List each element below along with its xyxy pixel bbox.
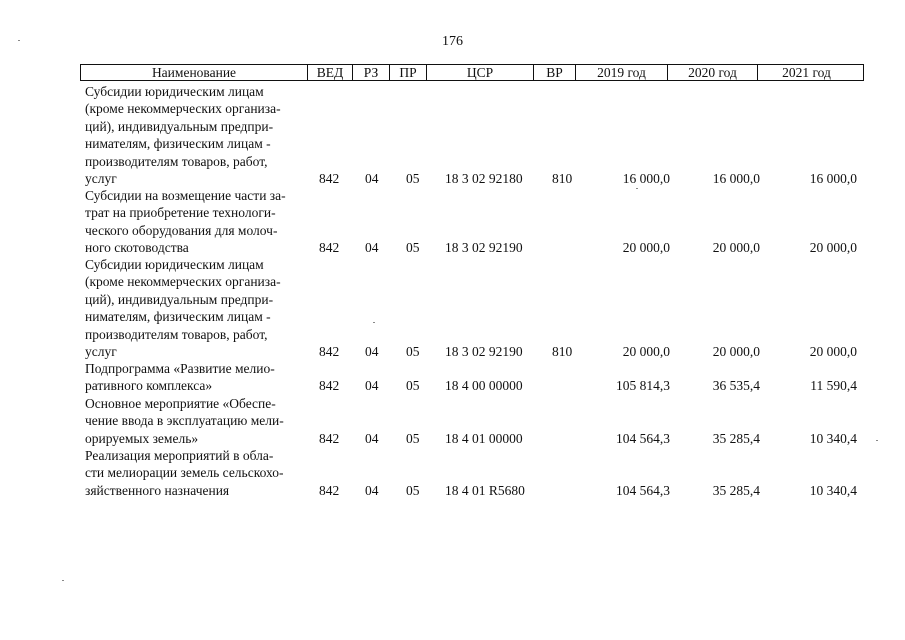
row-2020: 20 000,0 [712, 240, 760, 255]
row-ved: 842 [319, 344, 340, 359]
header-vr: ВР [534, 65, 576, 80]
page-number: 176 [442, 34, 463, 49]
row-pr: 05 [406, 171, 420, 186]
table-header [80, 64, 864, 81]
row-2020: 35 285,4 [712, 483, 760, 498]
row-ved: 842 [319, 240, 340, 255]
row-2019: 105 814,3 [616, 378, 670, 393]
header-2019: 2019 год [576, 65, 668, 80]
header-ved: ВЕД [308, 65, 353, 80]
row-2019: 16 000,0 [622, 171, 670, 186]
row-csr: 18 4 00 00000 [445, 378, 523, 393]
header-csr: ЦСР [427, 65, 534, 80]
row-2019: 20 000,0 [622, 240, 670, 255]
row-2019: 104 564,3 [616, 483, 670, 498]
row-2020: 36 535,4 [712, 378, 760, 393]
row-pr: 05 [406, 240, 420, 255]
row-pr: 05 [406, 344, 420, 359]
header-name: Наименование [81, 65, 308, 80]
header-2021: 2021 год [782, 65, 831, 80]
row-ved: 842 [319, 171, 340, 186]
row-2019: 20 000,0 [622, 344, 670, 359]
row-2020: 35 285,4 [712, 431, 760, 446]
header-rz: РЗ [353, 65, 390, 80]
row-2021: 20 000,0 [809, 344, 857, 359]
row-2020: 20 000,0 [712, 344, 760, 359]
row-2020: 16 000,0 [712, 171, 760, 186]
header-pr: ПР [390, 65, 427, 80]
row-csr: 18 3 02 92180 [445, 171, 523, 186]
row-name: Подпрограмма «Развитие мелио- ративного комплекса» [85, 361, 275, 394]
row-csr: 18 3 02 92190 [445, 240, 523, 255]
row-ved: 842 [319, 431, 340, 446]
row-rz: 04 [365, 483, 379, 498]
row-csr: 18 3 02 92190 [445, 344, 523, 359]
row-2021: 11 590,4 [810, 378, 857, 393]
row-rz: 04 [365, 378, 379, 393]
row-name: Субсидии на возмещение части за- трат на приобретение технологи- ческого оборудования для молоч- ного скотоводства [85, 188, 286, 256]
scan-speck [876, 440, 878, 441]
row-name: Субсидии юридическим лицам (кроме некоммерческих организа- ций), индивидуальным предпри- нимателям, физическим лицам - производителям товаров, работ, услуг [85, 257, 281, 360]
header-2020: 2020 год [668, 65, 758, 80]
scan-speck [62, 580, 64, 581]
row-name: Реализация мероприятий в обла- сти мелиорации земель сельскохо- зяйственного назначения [85, 448, 284, 498]
row-pr: 05 [406, 378, 420, 393]
row-rz: 04 [365, 171, 379, 186]
row-rz: 04 [365, 431, 379, 446]
row-rz: 04 [365, 344, 379, 359]
row-2021: 10 340,4 [809, 431, 857, 446]
scan-speck [18, 40, 20, 41]
row-ved: 842 [319, 483, 340, 498]
row-2021: 16 000,0 [809, 171, 857, 186]
row-vr: 810 [552, 171, 573, 186]
row-name: Основное мероприятие «Обеспе- чение ввода в эксплуатацию мели- орируемых земель» [85, 396, 284, 446]
row-name: Субсидии юридическим лицам (кроме некоммерческих организа- ций), индивидуальным предпри- нимателям, физическим лицам - производителям товаров, работ, услуг [85, 84, 281, 187]
row-2019: 104 564,3 [616, 431, 670, 446]
row-csr: 18 4 01 00000 [445, 431, 523, 446]
row-2021: 10 340,4 [809, 483, 857, 498]
row-pr: 05 [406, 431, 420, 446]
row-ved: 842 [319, 378, 340, 393]
row-csr: 18 4 01 R5680 [445, 483, 525, 498]
row-pr: 05 [406, 483, 420, 498]
row-rz: 04 [365, 240, 379, 255]
scan-speck [373, 322, 375, 323]
row-2021: 20 000,0 [809, 240, 857, 255]
row-vr: 810 [552, 344, 573, 359]
scan-speck [636, 188, 638, 189]
